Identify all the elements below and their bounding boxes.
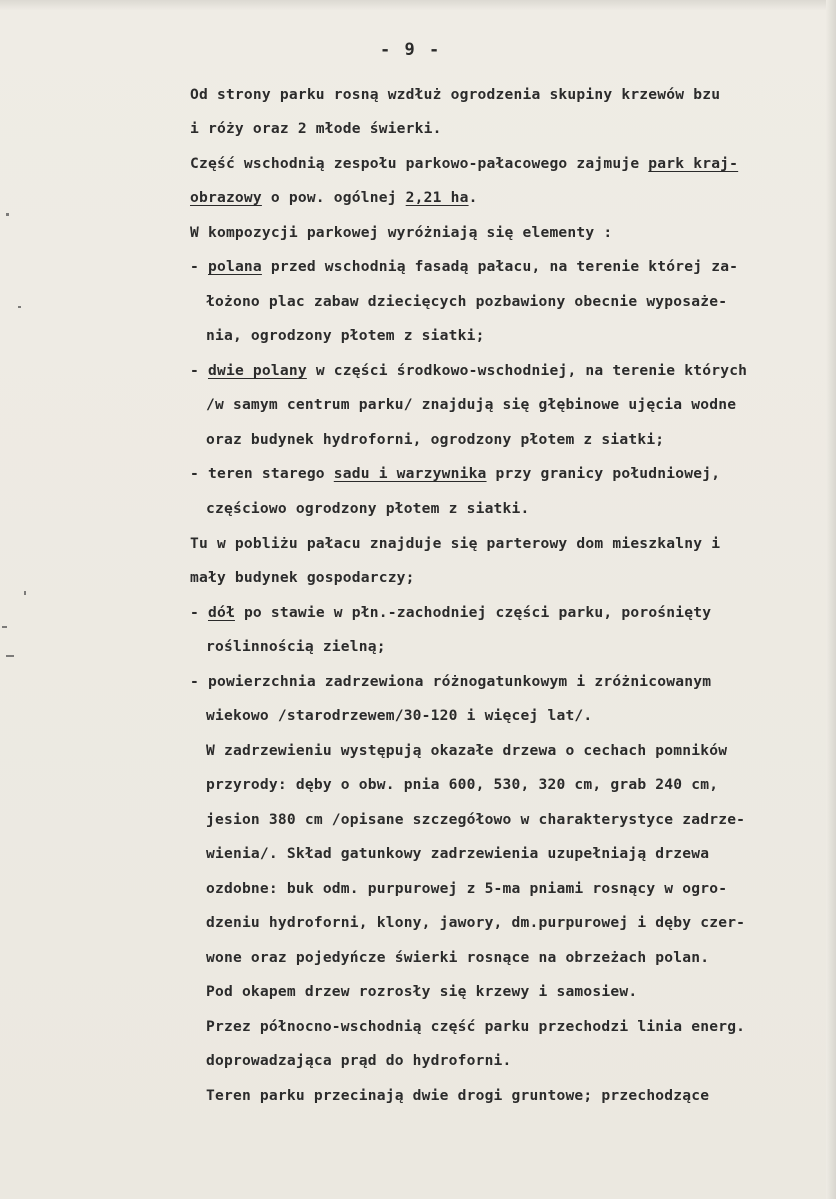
- underlined-phrase: dwie polany: [207, 362, 307, 379]
- text-line: [206, 707, 592, 725]
- text-line: [190, 362, 747, 380]
- text-segment: W kompozycji parkowej wyróżniają się elementy :: [190, 224, 613, 241]
- text-line: [206, 914, 745, 932]
- text-line: [190, 569, 415, 587]
- underlined-phrase: polana: [207, 258, 262, 275]
- underlined-phrase: dół: [207, 604, 235, 621]
- text-line: [206, 1087, 709, 1105]
- text-segment: - teren starego: [190, 465, 334, 482]
- text-segment: -: [190, 604, 208, 621]
- text-segment: przyrody: dęby o obw. pnia 600, 530, 320 cm, grab 240 cm,: [206, 776, 719, 793]
- text-line: [206, 949, 709, 967]
- text-segment: łożono plac zabaw dziecięcych pozbawiony obecnie wyposaże-: [206, 293, 728, 310]
- text-segment: o pow. ogólnej: [261, 189, 406, 206]
- text-segment: oraz budynek hydroforni, ogrodzony płotem z siatki;: [206, 431, 665, 448]
- text-segment: Teren parku przecinają dwie drogi gruntowe; przechodzące: [206, 1087, 710, 1104]
- underlined-phrase: sadu i warzywnika: [333, 465, 487, 482]
- text-line: [206, 742, 727, 760]
- text-segment: Przez północno-wschodnią część parku przechodzi linia energ.: [206, 1018, 746, 1035]
- scan-speck: [6, 655, 14, 657]
- text-segment: nia, ogrodzony płotem z siatki;: [206, 327, 485, 344]
- underlined-phrase: park kraj-: [648, 155, 739, 172]
- text-line: [190, 535, 720, 553]
- text-line: [206, 431, 664, 449]
- scan-speck: [6, 213, 9, 216]
- text-segment: wone oraz pojedyńcze świerki rosnące na obrzeżach polan.: [206, 949, 710, 966]
- text-segment: przed wschodnią fasadą pałacu, na terenie której za-: [261, 258, 739, 275]
- scan-speck: [2, 626, 7, 628]
- text-line: [190, 224, 612, 242]
- text-line: [190, 673, 711, 691]
- text-segment: jesion 380 cm /opisane szczegółowo w charakterystyce zadrze-: [206, 811, 746, 828]
- text-line: [206, 327, 485, 345]
- text-segment: -: [190, 258, 208, 275]
- underlined-phrase: 2,21 ha: [405, 189, 469, 206]
- text-segment: ozdobne: buk odm. purpurowej z 5-ma pniami rosnący w ogro-: [206, 880, 728, 897]
- text-segment: doprowadzająca prąd do hydroforni.: [206, 1052, 512, 1069]
- text-segment: w części środkowo-wschodniej, na terenie których: [306, 362, 748, 379]
- text-line: [206, 880, 727, 898]
- text-line: [206, 1052, 512, 1070]
- scan-right-edge: [826, 0, 836, 1199]
- text-segment: po stawie w płn.-zachodniej części parku, porośnięty: [234, 604, 712, 621]
- text-segment: dzeniu hydroforni, klony, jawory, dm.purpurowej i dęby czer-: [206, 914, 746, 931]
- text-segment: W zadrzewieniu występują okazałe drzewa o cechach pomników: [206, 742, 728, 759]
- text-segment: roślinnością zielną;: [206, 638, 386, 655]
- text-line: [206, 845, 709, 863]
- text-line: [206, 1018, 745, 1036]
- scan-speck: [18, 306, 21, 308]
- text-line: [206, 396, 736, 414]
- text-segment: i róży oraz 2 młode świerki.: [190, 120, 442, 137]
- text-line: [206, 776, 718, 794]
- text-segment: Tu w pobliżu pałacu znajduje się parterowy dom mieszkalny i: [190, 535, 721, 552]
- text-segment: - powierzchnia zadrzewiona różnogatunkowym i zróżnicowanym: [190, 673, 712, 690]
- text-segment: wienia/. Skład gatunkowy zadrzewienia uzupełniają drzewa: [206, 845, 710, 862]
- text-segment: wiekowo /starodrzewem/30-120 i więcej lat/.: [206, 707, 593, 724]
- scan-top-edge: [0, 0, 836, 10]
- text-segment: Od strony parku rosną wzdłuż ogrodzenia skupiny krzewów bzu: [190, 86, 721, 103]
- text-segment: /w samym centrum parku/ znajdują się głębinowe ujęcia wodne: [206, 396, 737, 413]
- text-line: [206, 811, 745, 829]
- text-line: [190, 86, 720, 104]
- text-segment: przy granicy południowej,: [486, 465, 721, 482]
- text-line: [206, 293, 727, 311]
- scan-speck: [24, 591, 26, 595]
- text-segment: częściowo ogrodzony płotem z siatki.: [206, 500, 530, 517]
- text-line: [190, 189, 478, 207]
- text-line: [190, 120, 442, 138]
- page-number: - 9 -: [380, 40, 442, 60]
- text-segment: Część wschodnią zespołu parkowo-pałacowego zajmuje: [190, 155, 649, 172]
- text-line: [190, 604, 711, 622]
- text-segment: .: [468, 189, 478, 206]
- text-line: [190, 465, 720, 483]
- text-line: [206, 983, 637, 1001]
- text-line: [190, 155, 738, 173]
- text-line: [206, 500, 530, 518]
- text-line: [206, 638, 386, 656]
- text-segment: mały budynek gospodarczy;: [190, 569, 415, 586]
- text-segment: Pod okapem drzew rozrosły się krzewy i samosiew.: [206, 983, 638, 1000]
- underlined-phrase: obrazowy: [190, 189, 262, 206]
- text-line: [190, 258, 738, 276]
- text-segment: -: [190, 362, 208, 379]
